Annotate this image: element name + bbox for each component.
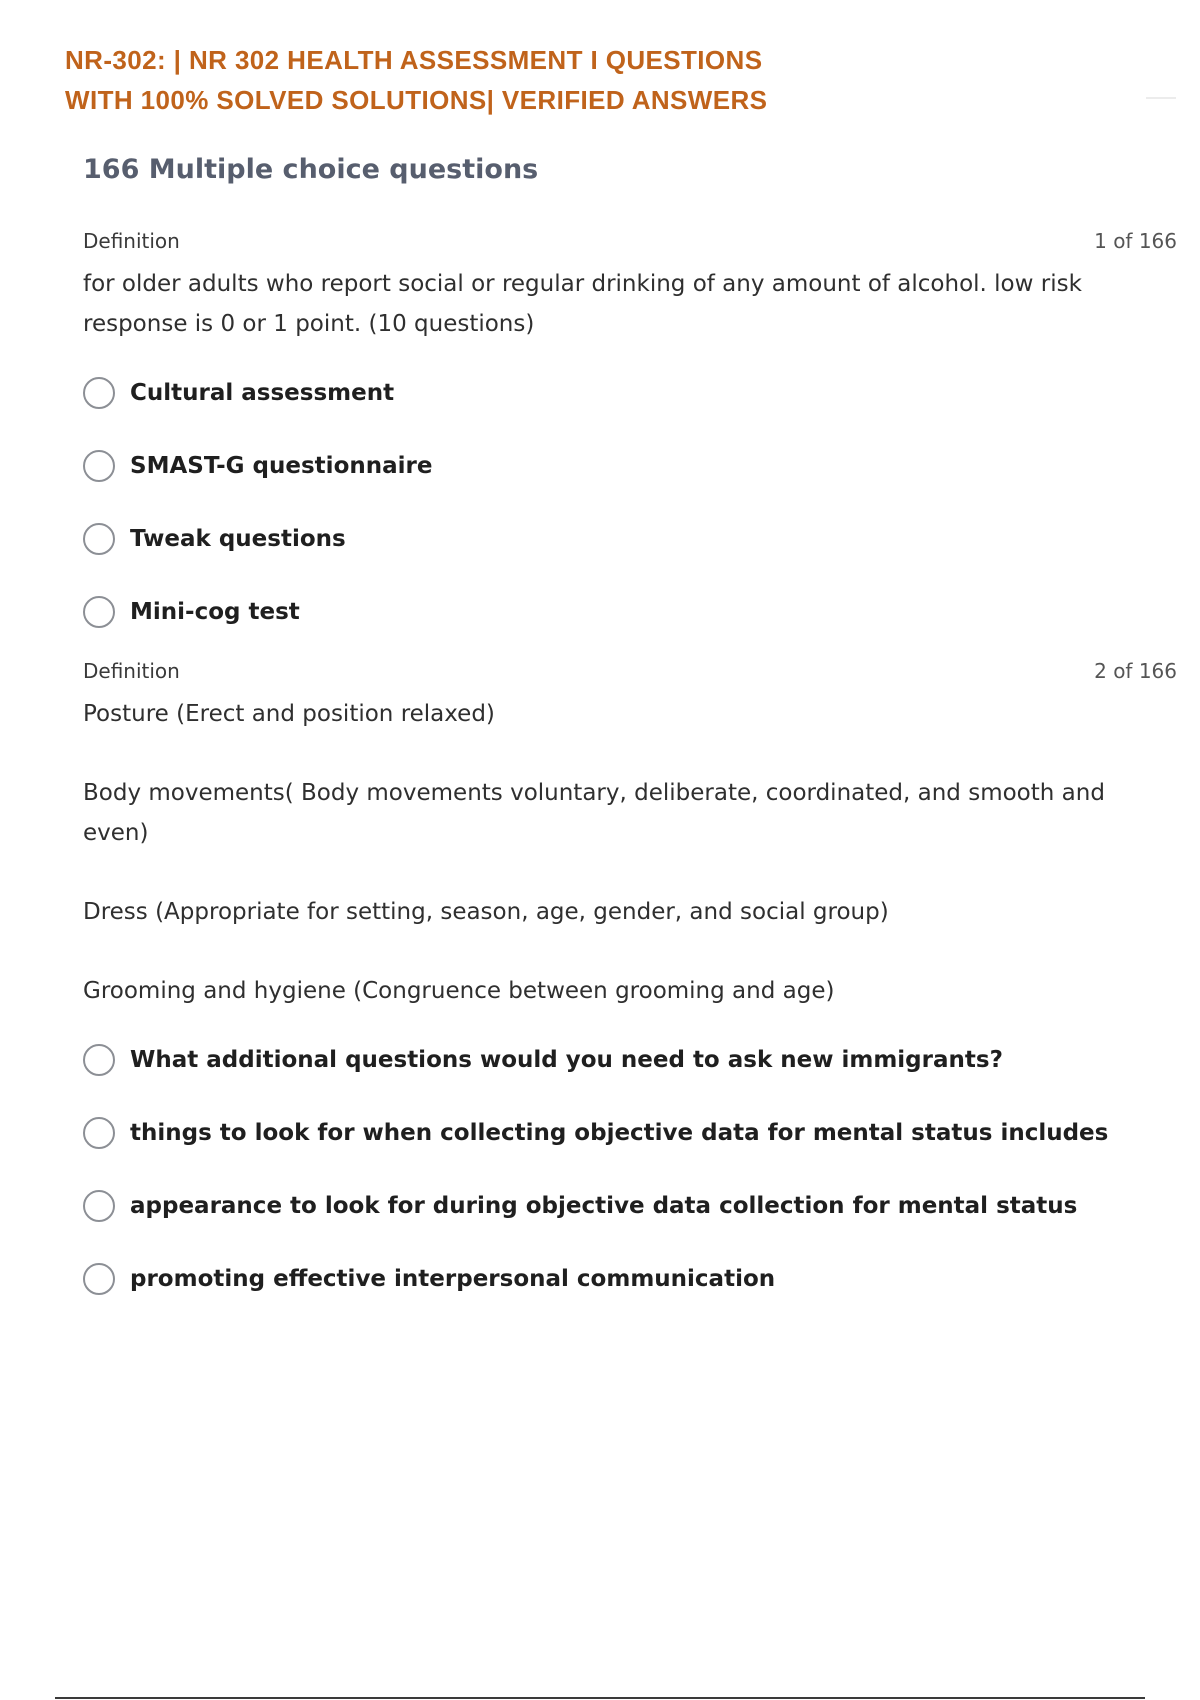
document-title: [65, 40, 885, 120]
question-counter: 2 of 166: [1094, 659, 1177, 683]
answer-option-label: What additional questions would you need to ask new immigrants?: [130, 1046, 1003, 1073]
answer-option-label: Tweak questions: [130, 525, 346, 552]
corner-divider-mark: [1146, 97, 1176, 99]
radio-button-empty-icon[interactable]: [83, 523, 115, 555]
radio-button-empty-icon[interactable]: [83, 1117, 115, 1149]
question-meta: [83, 656, 1177, 686]
radio-button-empty-icon[interactable]: [83, 1190, 115, 1222]
question-counter: 1 of 166: [1094, 229, 1177, 253]
document-title-line-2: WITH 100% SOLVED SOLUTIONS| VERIFIED ANSWERS: [65, 85, 768, 115]
answer-option-label: Mini-cog test: [130, 598, 300, 625]
answer-option[interactable]: [83, 1023, 1177, 1096]
answer-option[interactable]: [83, 1096, 1177, 1169]
answer-option[interactable]: [83, 356, 1177, 429]
radio-button-empty-icon[interactable]: [83, 450, 115, 482]
question-type-label: Definition: [83, 659, 180, 683]
answer-option-label: Cultural assessment: [130, 379, 395, 406]
answer-option[interactable]: [83, 1242, 1177, 1315]
question-card-1: [83, 226, 1177, 648]
question-prompt-paragraph: Posture (Erect and position relaxed): [83, 701, 495, 727]
radio-button-empty-icon[interactable]: [83, 377, 115, 409]
answer-option-label: things to look for when collecting objective data for mental status includes: [130, 1119, 1109, 1146]
footer-rule: [55, 1697, 1145, 1699]
answer-option[interactable]: [83, 1169, 1177, 1242]
answer-options: [83, 356, 1177, 648]
answer-option[interactable]: [83, 502, 1177, 575]
radio-button-empty-icon[interactable]: [83, 1263, 115, 1295]
answer-option[interactable]: [83, 575, 1177, 648]
answer-option[interactable]: [83, 429, 1177, 502]
question-type-label: Definition: [83, 229, 180, 253]
answer-option-label: promoting effective interpersonal communication: [130, 1265, 776, 1292]
answer-option-label: appearance to look for during objective data collection for mental status: [130, 1192, 1078, 1219]
question-prompt-paragraph: for older adults who report social or regular drinking of any amount of alcohol. low risk response is 0 or 1 point. (10 questions): [83, 271, 1082, 337]
question-prompt-paragraph: Body movements( Body movements voluntary, deliberate, coordinated, and smooth and even): [83, 780, 1105, 846]
radio-button-empty-icon[interactable]: [83, 1044, 115, 1076]
answer-option-label: SMAST-G questionnaire: [130, 452, 433, 479]
question-prompt: [83, 694, 1177, 1011]
answer-options: [83, 1023, 1177, 1315]
question-prompt: [83, 264, 1177, 344]
question-prompt-paragraph: Dress (Appropriate for setting, season, age, gender, and social group): [83, 899, 889, 925]
document-title-line-1: NR-302: | NR 302 HEALTH ASSESSMENT I QUESTIONS: [65, 45, 763, 75]
question-prompt-paragraph: Grooming and hygiene (Congruence between grooming and age): [83, 978, 835, 1004]
radio-button-empty-icon[interactable]: [83, 596, 115, 628]
question-card-2: [83, 656, 1177, 1315]
question-meta: [83, 226, 1177, 256]
section-heading: 166 Multiple choice questions: [83, 154, 539, 185]
